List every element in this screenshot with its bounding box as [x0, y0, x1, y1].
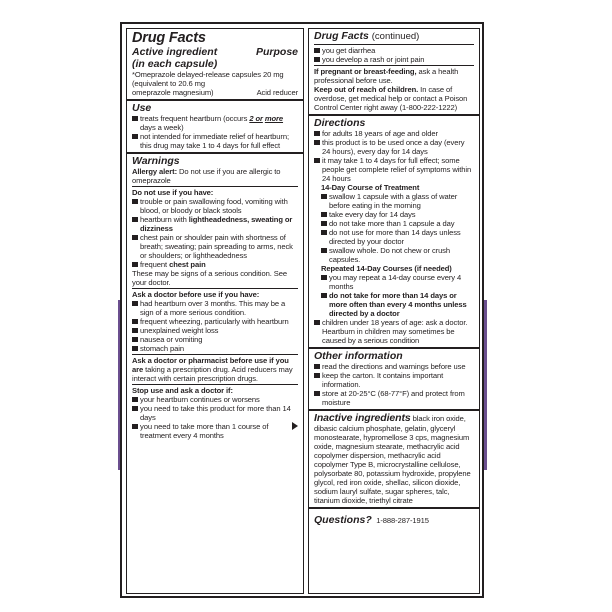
bullet-square-icon — [314, 373, 320, 378]
course-heading: 14-Day Course of Treatment — [321, 183, 420, 192]
bullet-square-icon — [132, 328, 138, 333]
use-section — [127, 101, 303, 154]
bullet-square-icon — [132, 134, 138, 139]
ask-doctor-item: unexplained weight loss — [132, 326, 298, 335]
do-not-use-item: trouble or pain swallowing food, vomiting with blood, or bloody or black stools — [132, 197, 298, 215]
stop-use-item: you get diarrhea — [314, 46, 474, 55]
questions-section — [309, 509, 479, 530]
bullet-square-icon — [321, 293, 327, 298]
bullet-square-icon — [132, 301, 138, 306]
course-item: do not take more than 1 capsule a day — [314, 219, 474, 228]
do-not-use-item: heartburn with lightheadedness, sweating or dizziness — [132, 215, 298, 233]
ask-doctor-heading: Ask a doctor before use if you have: — [132, 290, 260, 299]
do-not-use-item: frequent chest pain — [132, 260, 298, 269]
continue-arrow-icon — [292, 422, 298, 430]
drug-facts-continued-heading: Drug Facts (continued) — [314, 30, 420, 42]
bullet-square-icon — [321, 248, 327, 253]
divider — [132, 354, 298, 355]
other-information-item: read the directions and warnings before use — [314, 362, 474, 371]
other-information-section — [309, 349, 479, 411]
purpose-value: Acid reducer — [256, 88, 298, 97]
active-line-1: *Omeprazole delayed-release capsules 20 mg — [132, 70, 284, 79]
drug-facts-title: Drug Facts — [132, 30, 206, 46]
do-not-use-note: These may be signs of a serious condition. See your doctor. — [132, 269, 287, 287]
divider — [132, 288, 298, 289]
repeat-course-heading: Repeated 14-Day Courses (if needed) — [321, 264, 452, 273]
bullet-square-icon — [132, 406, 138, 411]
bullet-square-icon — [321, 221, 327, 226]
do-not-use-item: chest pain or shoulder pain with shortness of breath; sweating; pain spreading to arms, neck or shoulders; or lightheadedness — [132, 233, 298, 260]
inactive-ingredients-section — [309, 411, 479, 509]
bullet-square-icon — [132, 235, 138, 240]
ask-pharmacist: Ask a doctor or pharmacist before use if you are taking a prescription drug. Acid reducers may interact with certain prescription drugs. — [132, 356, 293, 383]
divider — [132, 186, 298, 187]
divider — [314, 44, 474, 45]
directions-item: children under 18 years of age: ask a doctor. Heartburn in children may sometimes be caused by a serious condition — [314, 318, 474, 345]
bullet-square-icon — [132, 199, 138, 204]
bullet-square-icon — [314, 391, 320, 396]
bullet-square-icon — [314, 158, 320, 163]
directions-item: for adults 18 years of age and older — [314, 129, 474, 138]
bullet-square-icon — [314, 48, 320, 53]
pregnancy-warning: If pregnant or breast-feeding, ask a health professional before use. — [314, 67, 459, 85]
directions-item: it may take 1 to 4 days for full effect; some people get complete relief of symptoms within 24 hours — [314, 156, 474, 183]
course-item: do not use for more than 14 days unless directed by your doctor — [314, 228, 474, 246]
bullet-square-icon — [132, 397, 138, 402]
drug-facts-column-2 — [308, 28, 480, 594]
bullet-square-icon — [132, 217, 138, 222]
bullet-square-icon — [132, 319, 138, 324]
divider — [314, 65, 474, 66]
purpose-heading: Purpose — [255, 46, 298, 58]
course-item: swallow whole. Do not chew or crush capsules. — [314, 246, 474, 264]
questions-phone: 1-888-287-1915 — [376, 516, 429, 525]
bullet-square-icon — [314, 140, 320, 145]
do-not-use-heading: Do not use if you have: — [132, 188, 214, 197]
stop-use-item: your heartburn continues or worsens — [132, 395, 298, 404]
warnings-section — [127, 154, 303, 442]
other-information-item: store at 20-25°C (68-77°F) and protect from moisture — [314, 389, 474, 407]
bullet-square-icon — [132, 346, 138, 351]
divider — [132, 384, 298, 385]
use-item-2: not intended for immediate relief of heartburn; this drug may take 1 to 4 days for full effect — [132, 132, 298, 150]
active-ingredient-section — [127, 29, 303, 101]
directions-section — [309, 116, 479, 349]
drug-facts-column-1 — [126, 28, 304, 594]
bullet-square-icon — [132, 424, 138, 429]
inactive-ingredients-heading: Inactive ingredients — [314, 412, 411, 424]
ask-doctor-item: frequent wheezing, particularly with heartburn — [132, 317, 298, 326]
warnings-heading: Warnings — [132, 155, 180, 167]
active-line-3: omeprazole magnesium) — [132, 88, 214, 97]
stop-use-item: you need to take more than 1 course of treatment every 4 months — [132, 422, 298, 440]
stop-use-item: you need to take this product for more than 14 days — [132, 404, 298, 422]
active-ingredient-subheading: (in each capsule) — [132, 58, 218, 70]
drug-facts-label — [120, 22, 484, 598]
stop-use-item: you develop a rash or joint pain — [314, 55, 474, 64]
other-information-heading: Other information — [314, 350, 403, 362]
other-information-item: keep the carton. It contains important information. — [314, 371, 474, 389]
questions-heading: Questions? — [314, 514, 372, 526]
use-item-1: treats frequent heartburn (occurs 2 or more days a week) — [132, 114, 298, 132]
use-heading: Use — [132, 102, 152, 114]
bullet-square-icon — [314, 57, 320, 62]
ask-doctor-item: had heartburn over 3 months. This may be a sign of a more serious condition. — [132, 299, 298, 317]
bullet-square-icon — [132, 116, 138, 121]
bullet-square-icon — [321, 212, 327, 217]
active-ingredient-heading: Active ingredient — [132, 46, 218, 58]
bullet-square-icon — [132, 337, 138, 342]
bullet-square-icon — [132, 262, 138, 267]
bullet-square-icon — [314, 131, 320, 136]
bullet-square-icon — [321, 230, 327, 235]
stop-use-heading: Stop use and ask a doctor if: — [132, 386, 233, 395]
bullet-square-icon — [321, 275, 327, 280]
course-item: take every day for 14 days — [314, 210, 474, 219]
bullet-square-icon — [314, 320, 320, 325]
course-item: swallow 1 capsule with a glass of water before eating in the morning — [314, 192, 474, 210]
active-line-2: (equivalent to 20.6 mg — [132, 79, 205, 88]
bullet-square-icon — [321, 194, 327, 199]
repeat-course-item: do not take for more than 14 days or more often than every 4 months unless directed by a doctor — [314, 291, 474, 318]
questions-line — [314, 510, 474, 528]
allergy-alert: Allergy alert: Do not use if you are allergic to omeprazole — [132, 167, 281, 185]
ask-doctor-item: stomach pain — [132, 344, 298, 353]
inactive-ingredients-text: Inactive ingredients black iron oxide, dibasic calcium phosphate, gelatin, glyceryl monostearate, hypromellose 3 cps, magnesium oxide, magnesium stearate, methacrylic acid copolymer dispersion, methacrylic acid copolymer Type B, microcrystalline cellulose, polysorbate 80, potassium hydroxide, propylene glycol, red iron oxide, shellac, silicon dioxide, sodium lauryl sulfate, sugar spheres, talc, titanium dioxide, triethyl citrate — [314, 412, 471, 505]
bullet-square-icon — [314, 364, 320, 369]
ask-doctor-item: nausea or vomiting — [132, 335, 298, 344]
warnings-continued-section — [309, 29, 479, 116]
purple-edge-right — [484, 300, 487, 470]
keep-out-of-reach: Keep out of reach of children. In case of overdose, get medical help or contact a Poison Control Center right away (1-800-222-1222) — [314, 85, 468, 112]
directions-heading: Directions — [314, 117, 366, 129]
repeat-course-item: you may repeat a 14-day course every 4 months — [314, 273, 474, 291]
directions-item: this product is to be used once a day (every 24 hours), every day for 14 days — [314, 138, 474, 156]
